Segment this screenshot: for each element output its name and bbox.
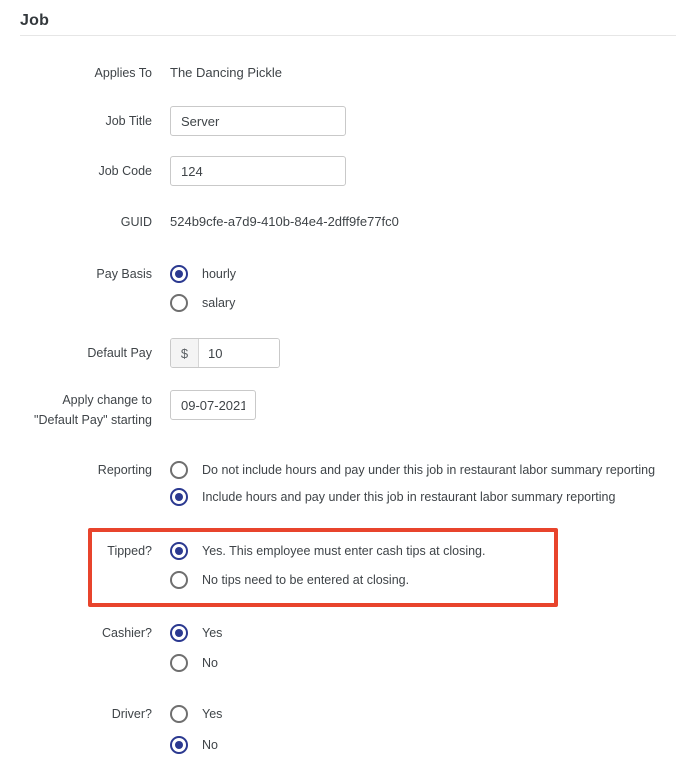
default-pay-label: Default Pay [87, 346, 152, 360]
default-pay-input[interactable] [199, 339, 279, 367]
radio-option-driver-yes[interactable] [170, 705, 222, 723]
row-pay-basis [0, 265, 696, 283]
row-tipped-2 [0, 571, 696, 589]
radio-option-pay-basis-salary[interactable] [170, 294, 235, 312]
radio-option-reporting-include[interactable] [170, 488, 615, 506]
radio-icon[interactable] [170, 294, 188, 312]
cashier-label: Cashier? [101, 626, 152, 640]
radio-option-label: No [202, 656, 218, 670]
radio-option-label: No [202, 738, 218, 752]
radio-option-reporting-exclude[interactable] [170, 461, 655, 479]
radio-icon[interactable] [170, 736, 188, 754]
row-reporting-2 [0, 488, 696, 506]
row-guid [0, 213, 696, 231]
radio-icon[interactable] [170, 265, 188, 283]
row-applies-to [0, 64, 696, 82]
row-reporting [0, 461, 696, 479]
applies-to-value: The Dancing Pickle [170, 65, 282, 80]
radio-option-label: Do not include hours and pay under this job in restaurant labor summary reporting [202, 463, 656, 477]
radio-option-tipped-yes[interactable] [170, 542, 485, 560]
radio-option-label: No tips need to be entered at closing. [202, 573, 410, 587]
row-driver [0, 705, 696, 723]
radio-option-label: hourly [202, 267, 237, 281]
driver-label: Driver? [111, 707, 152, 721]
job-title-label: Job Title [105, 114, 152, 128]
tipped-highlight-box [88, 528, 558, 607]
currency-symbol: $ [171, 339, 199, 367]
apply-change-date-input[interactable] [170, 390, 256, 420]
row-job-title [0, 106, 696, 136]
row-default-pay [0, 338, 696, 368]
tipped-label: Tipped? [107, 544, 152, 558]
guid-label: GUID [120, 215, 152, 229]
radio-option-label: Yes. This employee must enter cash tips at closing. [202, 544, 486, 558]
radio-icon[interactable] [170, 461, 188, 479]
row-apply-change [0, 390, 696, 430]
radio-option-tipped-no[interactable] [170, 571, 409, 589]
default-pay-input-group [170, 338, 280, 368]
page-title: Job [20, 12, 50, 29]
job-code-label: Job Code [98, 164, 152, 178]
row-cashier-2 [0, 654, 696, 672]
row-tipped [0, 542, 696, 560]
job-code-input[interactable] [170, 156, 346, 186]
radio-option-cashier-yes[interactable] [170, 624, 222, 642]
radio-icon[interactable] [170, 705, 188, 723]
guid-value: 524b9cfe-a7d9-410b-84e4-2dff9fe77fc0 [170, 214, 399, 229]
row-job-code [0, 156, 696, 186]
row-driver-2 [0, 736, 696, 754]
radio-icon[interactable] [170, 571, 188, 589]
radio-icon[interactable] [170, 654, 188, 672]
row-cashier [0, 624, 696, 642]
radio-option-pay-basis-hourly[interactable] [170, 265, 236, 283]
pay-basis-label: Pay Basis [96, 267, 152, 281]
job-title-input[interactable] [170, 106, 346, 136]
radio-option-label: Yes [202, 707, 223, 721]
reporting-label: Reporting [97, 463, 152, 477]
radio-option-label: Include hours and pay under this job in restaurant labor summary reporting [202, 490, 616, 504]
radio-option-cashier-no[interactable] [170, 654, 218, 672]
radio-option-label: Yes [202, 626, 223, 640]
row-pay-basis-2 [0, 294, 696, 312]
section-divider [20, 35, 676, 36]
applies-to-label: Applies To [94, 66, 152, 80]
radio-icon[interactable] [170, 488, 188, 506]
radio-icon[interactable] [170, 542, 188, 560]
apply-change-label: Apply change to "Default Pay" starting [34, 393, 152, 427]
radio-option-label: salary [202, 296, 236, 310]
radio-icon[interactable] [170, 624, 188, 642]
radio-option-driver-no[interactable] [170, 736, 218, 754]
